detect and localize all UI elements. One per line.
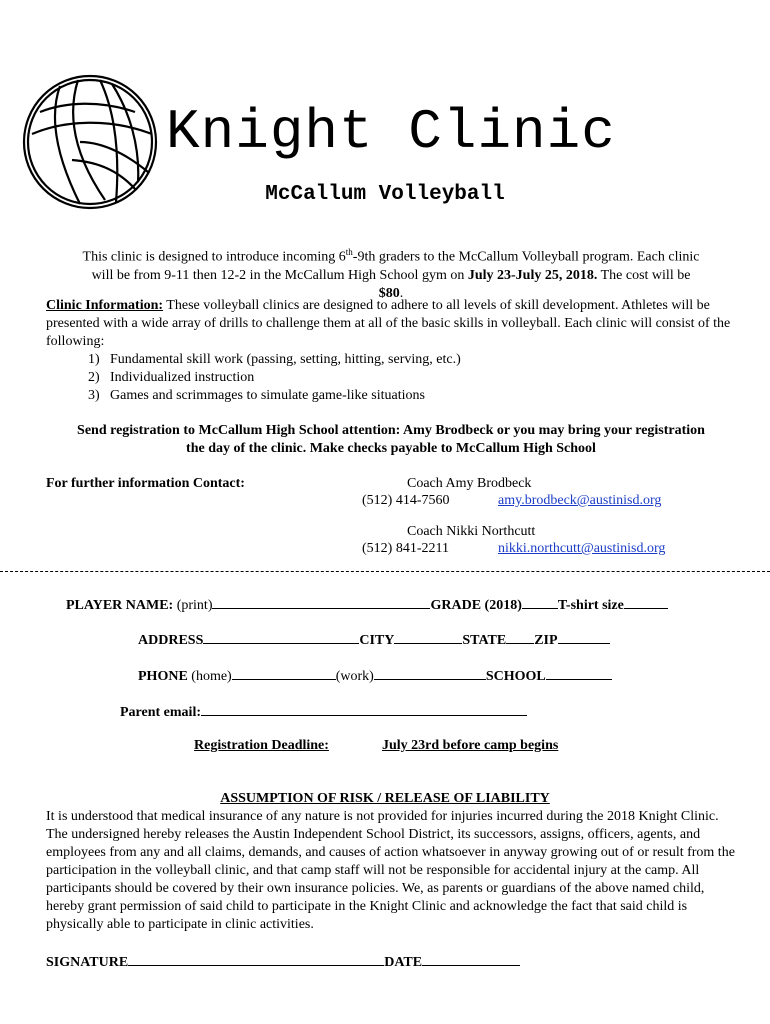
list-item (46, 351, 736, 369)
list-item (46, 369, 736, 387)
list-number: 1) (88, 352, 100, 367)
work-label: (work) (335, 669, 374, 684)
phone-label: PHONE (138, 669, 188, 684)
grade-field[interactable] (522, 595, 558, 609)
intro-paragraph (46, 243, 736, 303)
signature-field[interactable] (128, 952, 384, 966)
address-field[interactable] (203, 630, 359, 644)
send-line: the day of the clinic. Make checks payable to McCallum High School (186, 441, 596, 456)
parent-email-label: Parent email: (120, 705, 201, 720)
coach-email-link[interactable]: nikki.northcutt@austinisd.org (498, 541, 666, 556)
superscript: th (345, 247, 353, 257)
list-text: Fundamental skill work (passing, setting, hitting, serving, etc.) (110, 352, 461, 367)
form-row-address (138, 630, 610, 649)
deadline-value: July 23rd before camp begins (382, 738, 559, 753)
form-row-signature (46, 952, 520, 971)
clinic-info-text: These volleyball clinics are designed to adhere to all levels of skill development. Athletes will be presented with a wide array of drills to challenge them at all of the basic skills in volleyball. Each clinic will consist of the following: (46, 298, 731, 349)
home-label: (home) (191, 669, 232, 684)
date-field[interactable] (422, 952, 520, 966)
list-text: Individualized instruction (110, 370, 255, 385)
list-number: 3) (88, 388, 100, 403)
coach-name: Coach Nikki Northcutt (407, 524, 536, 539)
school-field[interactable] (546, 666, 612, 680)
form-row-player (66, 595, 668, 614)
coach-phone: (512) 841-2211 (362, 541, 449, 556)
state-label: STATE (462, 633, 507, 648)
intro-text: . (399, 285, 404, 301)
send-instructions (46, 422, 736, 458)
intro-text: will be from 9-11 then 12-2 in the McCallum High School gym on (91, 267, 468, 283)
school-label: SCHOOL (485, 669, 546, 684)
coach-phone: (512) 414-7560 (362, 493, 450, 508)
print-label: (print) (176, 598, 213, 613)
coach-email-link[interactable]: amy.brodbeck@austinisd.org (498, 493, 662, 508)
form-row-parent-email (120, 702, 527, 721)
address-label: ADDRESS (138, 633, 204, 648)
tshirt-label: T-shirt size (557, 598, 624, 613)
page-title: Knight Clinic (166, 100, 616, 164)
grade-label: GRADE (2018) (430, 598, 522, 613)
send-line: Send registration to McCallum High School attention: Amy Brodbeck or you may bring your registration (77, 423, 705, 438)
state-field[interactable] (506, 630, 534, 644)
list-item (46, 387, 736, 405)
city-label: CITY (359, 633, 395, 648)
clinic-dates: July 23-July 25, 2018. (467, 267, 598, 283)
zip-label: ZIP (534, 633, 558, 648)
clinic-list (46, 351, 736, 405)
contact-label: For further information Contact: (46, 476, 245, 491)
intro-text: -9th graders to the McCallum Volleyball program. Each clinic (352, 249, 700, 265)
tshirt-field[interactable] (624, 595, 668, 609)
list-number: 2) (88, 370, 100, 385)
deadline-label: Registration Deadline: (194, 738, 329, 753)
cut-line (0, 571, 770, 572)
coach-name: Coach Amy Brodbeck (407, 476, 532, 491)
zip-field[interactable] (558, 630, 610, 644)
intro-text: This clinic is designed to introduce incoming 6 (82, 249, 346, 265)
liability-text: It is understood that medical insurance of any nature is not provided for injuries incurred during the 2018 Knight Clinic. The undersigned hereby releases the Austin Independent School District, its successors, assigns, officers, agents, and employees from any and all claims, demands, and causes of action whatsoever in anyway growing out of or result from the participation in the volleyball clinic, and that camp staff will not be responsible for accidental injury at the camp. All participants should be covered by their own insurance policies. We, as parents or guardians of the above named child, hereby grant permission of said child to participate in the Knight Clinic and acknowledge the fact that said child is physically able to participate in clinic activities. (46, 809, 735, 932)
clinic-cost: $80 (378, 285, 400, 301)
intro-text: The cost will be (597, 267, 691, 283)
page-subtitle: McCallum Volleyball (265, 183, 505, 206)
city-field[interactable] (394, 630, 462, 644)
list-text: Games and scrimmages to simulate game-like situations (110, 388, 425, 403)
form-row-phone (138, 666, 612, 685)
parent-email-field[interactable] (201, 702, 527, 716)
date-label: DATE (384, 955, 423, 970)
home-phone-field[interactable] (232, 666, 336, 680)
liability-heading: ASSUMPTION OF RISK / RELEASE OF LIABILITY (220, 791, 550, 806)
work-phone-field[interactable] (374, 666, 486, 680)
player-name-field[interactable] (212, 595, 430, 609)
signature-label: SIGNATURE (46, 955, 129, 970)
clinic-info (46, 297, 736, 405)
player-name-label: PLAYER NAME: (66, 598, 174, 613)
clinic-info-label: Clinic Information: (46, 298, 164, 313)
